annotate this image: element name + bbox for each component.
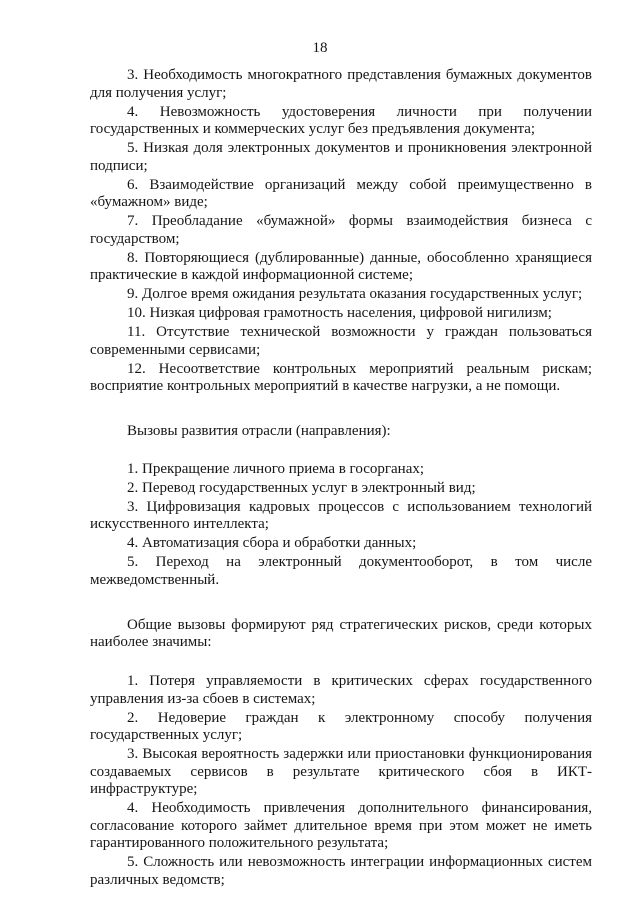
challenges-heading: Вызовы развития отрасли (направления): — [127, 423, 391, 439]
list-item: 1. Прекращение личного приема в госорганах; — [127, 460, 425, 477]
risks-intro: Общие вызовы формируют ряд стратегических рисков, среди которых наиболее значимы: — [90, 616, 592, 650]
problems-list — [90, 67, 592, 396]
list-item: 5. Сложность или невозможность интеграции информационных систем различных ведомств; — [90, 854, 592, 888]
list-item: 2. Недоверие граждан к электронному способу получения государственных услуг; — [90, 709, 592, 743]
list-item: 10. Низкая цифровая грамотность населения, цифровой нигилизм; — [127, 305, 552, 321]
list-item: 11. Отсутствие технической возможности у граждан пользоваться современными сервисами; — [90, 324, 592, 358]
list-item: 9. Долгое время ожидания результата оказания государственных услуг; — [127, 286, 583, 302]
list-item: 5. Низкая доля электронных документов и проникновения электронной подписи; — [90, 140, 592, 174]
page-number: 18 — [312, 40, 328, 56]
list-item: 12. Несоответствие контрольных мероприятий реальным рискам; восприятие контрольных мероприятий в качестве нагрузки, а не помощи. — [90, 360, 592, 394]
challenges-list — [90, 461, 592, 590]
list-item: 4. Невозможность удостоверения личности при получении государственных и коммерческих услуг без предъявления документа; — [90, 103, 592, 137]
list-item: 8. Повторяющиеся (дублированные) данные, обособленно хранящиеся практические в каждой информационной системе; — [90, 249, 592, 283]
page-body — [90, 67, 592, 891]
list-item: 4. Необходимость привлечения дополнительного финансирования, согласование которого займет длительное время при этом может не иметь гарантированного положительного результата; — [90, 800, 592, 851]
list-item: 4. Автоматизация сбора и обработки данных; — [127, 535, 417, 551]
list-item: 7. Преобладание «бумажной» формы взаимодействия бизнеса с государством; — [90, 213, 592, 247]
list-item: 5. Переход на электронный документооборот, в том числе межведомственный. — [90, 554, 592, 588]
list-item: 1. Потеря управляемости в критических сферах государственного управления из-за сбоев в системах; — [90, 673, 592, 707]
list-item: 6. Взаимодействие организаций между собой преимущественно в «бумажном» виде; — [90, 176, 592, 210]
list-item: 3. Необходимость многократного представления бумажных документов для получения услуг; — [90, 67, 592, 101]
list-item: 3. Цифровизация кадровых процессов с использованием технологий искусственного интеллекта; — [90, 498, 592, 532]
list-item: 3. Высокая вероятность задержки или приостановки функционирования создаваемых сервисов в результате критического сбоя в ИКТ-инфраструктуре; — [90, 746, 592, 797]
list-item: 2. Перевод государственных услуг в электронный вид; — [127, 479, 476, 496]
risks-list — [90, 673, 592, 889]
